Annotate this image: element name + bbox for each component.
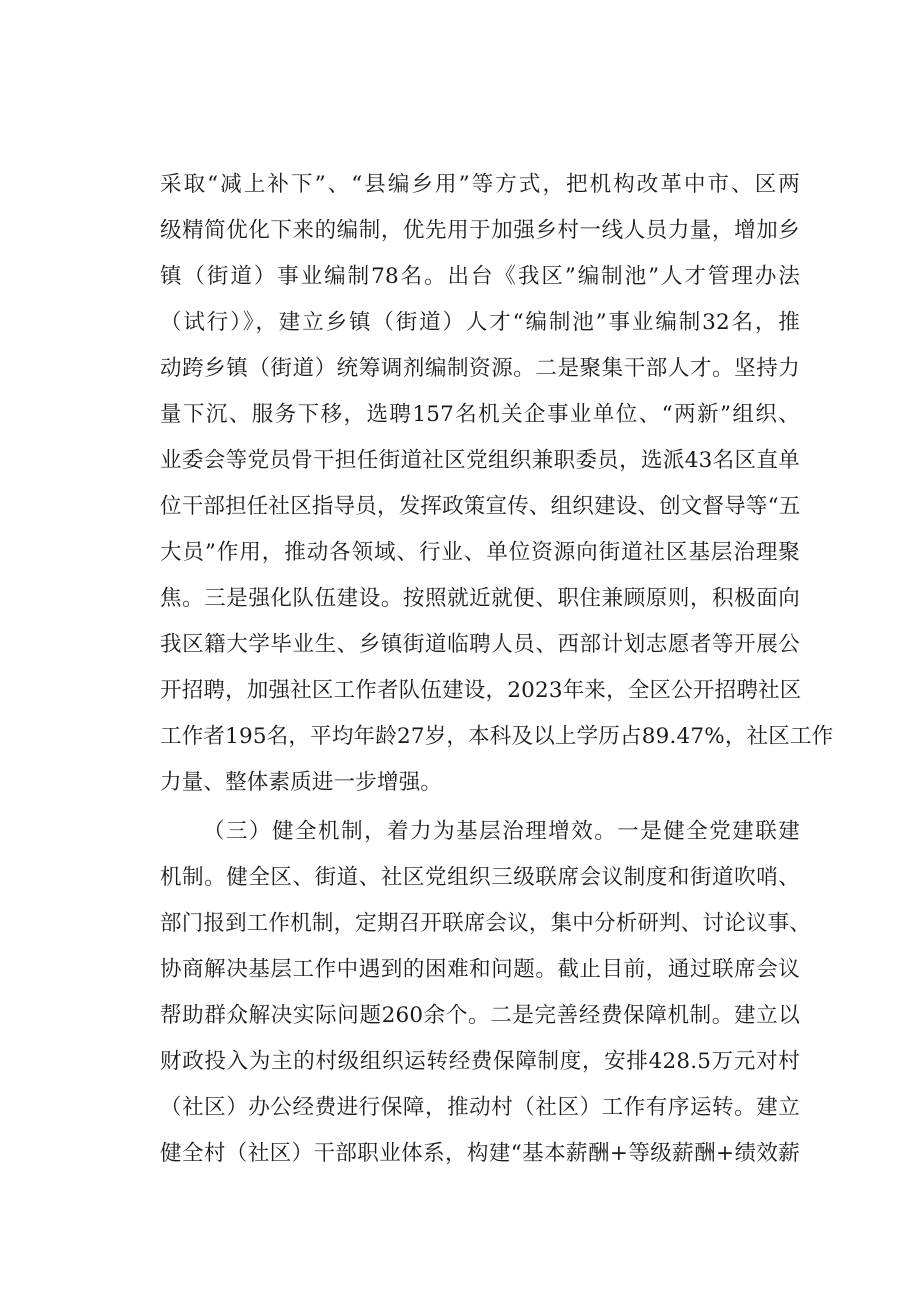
text-line-18: 协商解决基层工作中遇到的困难和问题。截止目前，通过联席会议 xyxy=(160,957,800,982)
text-line-14: 力量、整体素质进一步增强。 xyxy=(160,770,443,795)
text-line-11: 我区籍大学毕业生、乡镇街道临聘人员、西部计划志愿者等开展公 xyxy=(160,632,800,657)
text-line-6: 量下沉、服务下移，选聘157名机关企事业单位、“两新”组织、 xyxy=(160,402,800,427)
text-line-5: 动跨乡镇（街道）统筹调剂编制资源。二是聚集干部人才。坚持力 xyxy=(160,356,800,381)
text-line-9: 大员”作用，推动各领域、行业、单位资源向街道社区基层治理聚 xyxy=(160,540,800,565)
text-line-10: 焦。三是强化队伍建设。按照就近就便、职住兼顾原则，积极面向 xyxy=(160,586,800,611)
text-line-21: （社区）办公经费进行保障，推动村（社区）工作有序运转。建立 xyxy=(160,1095,800,1120)
text-line-7: 业委会等党员骨干担任街道社区党组织兼职委员，选派43名区直单 xyxy=(160,448,800,473)
text-line-1: 采取“减上补下”、“县编乡用”等方式，把机构改革中市、区两 xyxy=(160,172,800,197)
text-line-13: 工作者195名，平均年龄27岁，本科及以上学历占89.47%，社区工作 xyxy=(160,724,834,749)
text-line-19: 帮助群众解决实际问题260余个。二是完善经费保障机制。建立以 xyxy=(160,1003,800,1028)
text-line-17: 部门报到工作机制，定期召开联席会议，集中分析研判、讨论议事、 xyxy=(160,911,812,936)
text-line-22: 健全村（社区）干部职业体系，构建“基本薪酬+等级薪酬+绩效薪 xyxy=(160,1141,800,1166)
text-line-3: 镇（街道）事业编制78名。出台《我区”编制池”人才管理办法 xyxy=(160,264,800,289)
text-line-4: （试行）》，建立乡镇（街道）人才“编制池”事业编制32名，推 xyxy=(160,310,800,335)
text-line-8: 位干部担任社区指导员，发挥政策宣传、组织建设、创文督导等“五 xyxy=(160,494,801,519)
section-heading-line: （三）健全机制，着力为基层治理增效。一是健全党建联建 xyxy=(203,819,800,844)
text-line-16: 机制。健全区、街道、社区党组织三级联席会议制度和街道吹哨、 xyxy=(160,865,800,890)
text-line-20: 财政投入为主的村级组织运转经费保障制度，安排428.5万元对村 xyxy=(160,1049,800,1074)
text-line-12: 开招聘，加强社区工作者队伍建设，2023年来，全区公开招聘社区 xyxy=(160,678,802,703)
text-line-2: 级精简优化下来的编制，优先用于加强乡村一线人员力量，增加乡 xyxy=(160,218,800,243)
